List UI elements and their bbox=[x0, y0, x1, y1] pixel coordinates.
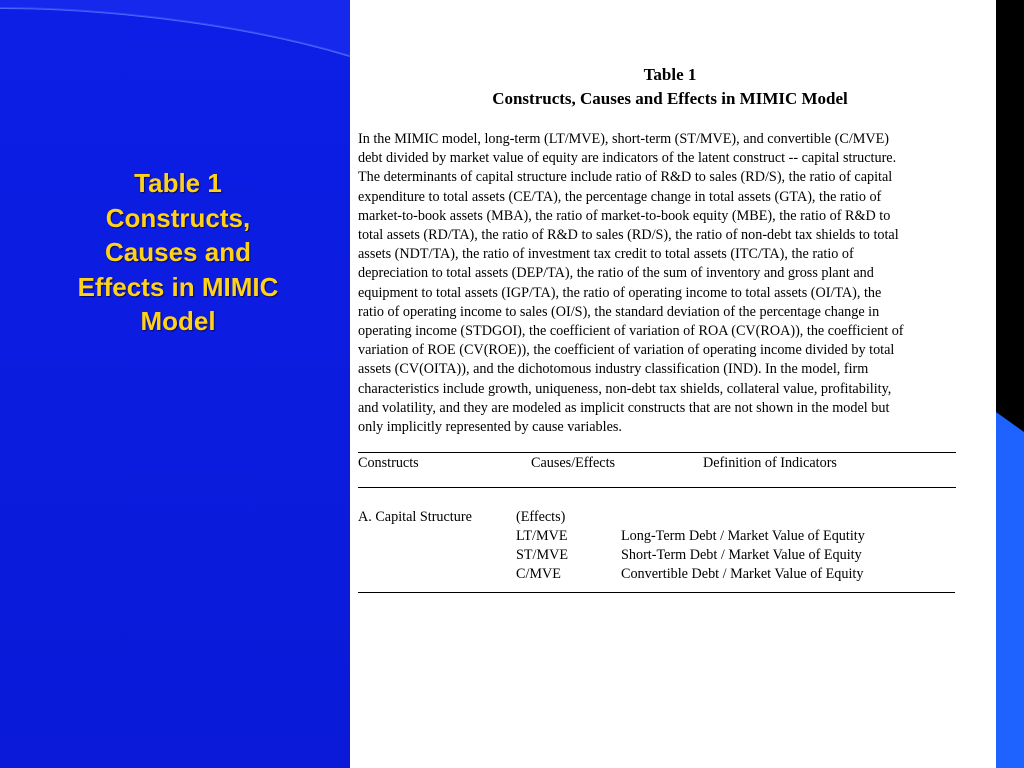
paragraph-line: assets (CV(OITA)), and the dichotomous industry classification (IND). In the model, firm bbox=[358, 361, 869, 378]
table-number: Table 1 bbox=[643, 65, 697, 84]
slide-title-line: Model bbox=[140, 306, 216, 336]
table-caption: Constructs, Causes and Effects in MIMIC Model bbox=[492, 89, 848, 108]
slide-title-line: Causes and bbox=[105, 237, 251, 267]
paragraph-line: operating income (STDGOI), the coefficient of variation of ROA (CV(ROA)), the coefficient of bbox=[358, 323, 904, 340]
table-row-definition: Convertible Debt / Market Value of Equity bbox=[621, 566, 864, 582]
slide-right-bar bbox=[996, 0, 1024, 768]
paragraph-line: variation of ROE (CV(ROE)), the coefficient of variation of operating income divided by total bbox=[358, 342, 895, 359]
table-row-definition: Short-Term Debt / Market Value of Equity bbox=[621, 547, 862, 563]
slide-left-panel bbox=[0, 0, 350, 768]
paragraph-line: In the MIMIC model, long-term (LT/MVE), short-term (ST/MVE), and convertible (C/MVE) bbox=[358, 131, 890, 147]
header-definition: Definition of Indicators bbox=[703, 455, 837, 471]
table-row-indicator: LT/MVE bbox=[516, 528, 568, 544]
paragraph-line: ratio of operating income to sales (OI/S), the standard deviation of the percentage change in bbox=[358, 303, 880, 320]
decorative-accent-shape bbox=[996, 0, 1024, 768]
decorative-swoosh bbox=[0, 0, 350, 768]
table-row-indicator: ST/MVE bbox=[516, 547, 569, 563]
table-row-indicator: C/MVE bbox=[516, 566, 561, 582]
header-causes-effects: Causes/Effects bbox=[531, 455, 616, 471]
effects-label: (Effects) bbox=[516, 509, 566, 525]
header-constructs: Constructs bbox=[358, 455, 419, 471]
paragraph-line: expenditure to total assets (CE/TA), the percentage change in total assets (GTA), the ratio of bbox=[358, 188, 882, 205]
table-heading bbox=[350, 63, 990, 111]
paragraph-line: total assets (RD/TA), the ratio of R&D to sales (RD/S), the ratio of non-debt tax shields to total bbox=[358, 227, 899, 244]
slide-title-line: Table 1 bbox=[134, 168, 222, 198]
table-row-definition: Long-Term Debt / Market Value of Equtity bbox=[621, 528, 865, 544]
paragraph-line: debt divided by market value of equity are indicators of the latent construct -- capital structure. bbox=[358, 150, 897, 167]
paragraph-line: characteristics include growth, uniqueness, non-debt tax shields, collateral value, profitability, bbox=[358, 380, 892, 397]
slide-title bbox=[30, 166, 326, 339]
paragraph-line: assets (NDT/TA), the ratio of investment tax credit to total assets (ITC/TA), the ratio of bbox=[358, 246, 854, 263]
slide-title-line: Constructs, bbox=[105, 202, 251, 233]
paragraph-line: market-to-book assets (MBA), the ratio of market-to-book equity (MBE), the ratio of R&D to bbox=[358, 207, 891, 224]
paragraph-line: depreciation to total assets (DEP/TA), the ratio of the sum of inventory and gross plant and bbox=[358, 265, 874, 282]
paragraph-line: only implicitly represented by cause variables. bbox=[358, 419, 622, 436]
paragraph-line: equipment to total assets (IGP/TA), the ratio of operating income to total assets (OI/TA), the bbox=[358, 284, 882, 301]
table-bottom-rule bbox=[358, 592, 955, 593]
table-top-rule bbox=[358, 452, 956, 453]
paragraph-line: The determinants of capital structure include ratio of R&D to sales (RD/S), the ratio of capital bbox=[358, 169, 893, 186]
section-label: A. Capital Structure bbox=[358, 509, 472, 525]
table-header-rule bbox=[358, 487, 956, 488]
description-paragraph bbox=[358, 130, 986, 437]
paragraph-line: and volatility, and they are modeled as implicit constructs that are not shown in the model but bbox=[358, 399, 890, 416]
document-page bbox=[350, 0, 996, 768]
slide-title-line: Effects in MIMIC bbox=[77, 271, 279, 302]
